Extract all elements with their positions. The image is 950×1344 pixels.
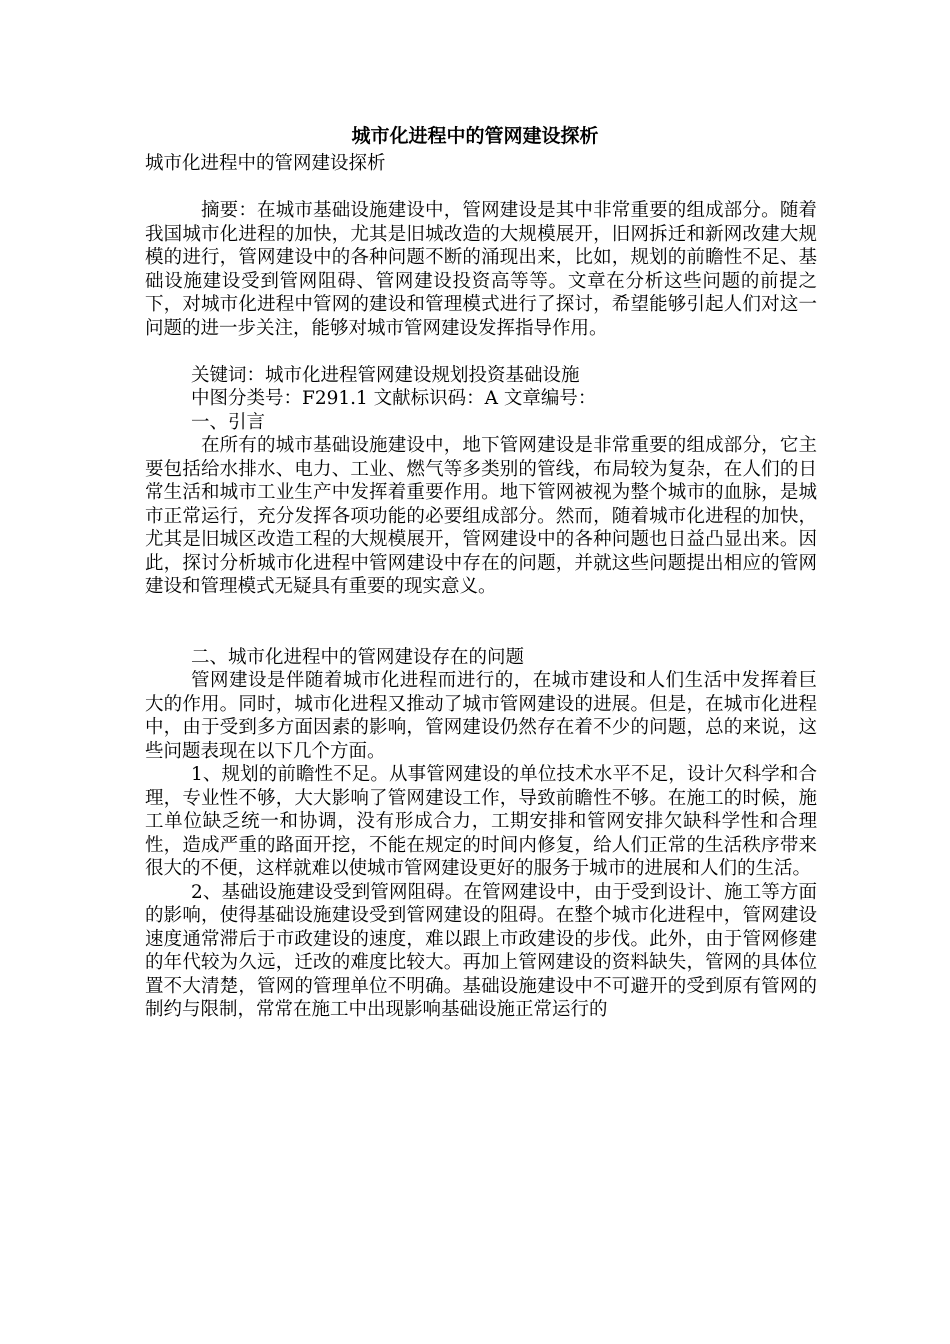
spacer: [145, 176, 817, 200]
classification-line: 中图分类号：F291.1 文献标识码：A 文章编号：: [191, 388, 597, 409]
introduction-paragraph: 在所有的城市基础设施建设中，地下管网建设是非常重要的组成部分，它主要包括给水排水、电力、工业、燃气等多类别的管线，布局较为复杂，在人们的日常生活和城市工业生产中发挥着重要作用。地下管网被视为整个城市的血脉，是城市正常运行，充分发挥各项功能的必要组成部分。然而，随着城市化进程的加快，尤其是旧城区改造工程的大规模展开，管网建设中的各种问题也日益凸显出来。因此，探讨分析城市化进程中管网建设中存在的问题，并就这些问题提出相应的管网建设和管理模式无疑具有重要的现实意义。: [145, 435, 817, 597]
keywords-line: 关键词：城市化进程管网建设规划投资基础设施: [191, 364, 580, 386]
problem-point-1: 1、规划的前瞻性不足。从事管网建设的单位技术水平不足，设计欠科学和合理，专业性不够，大大影响了管网建设工作，导致前瞻性不够。在施工的时候，施工单位缺乏统一和协调，没有形成合力，工期安排和管网安排欠缺科学性和合理性，造成严重的路面开挖，不能在规定的时间内修复，给人们正常的生活秩序带来很大的不便，这样就难以使城市管网建设更好的服务于城市的进展和人们的生活。: [145, 764, 817, 879]
section-heading-problems: 二、城市化进程中的管网建设存在的问题: [191, 646, 525, 668]
problem-point-2: 2、基础设施建设受到管网阻碍。在管网建设中，由于受到设计、施工等方面的影响，使得基础设施建设受到管网建设的阻碍。在整个城市化进程中，管网建设速度通常滞后于市政建设的速度，难以跟上市政建设的步伐。此外，由于管网修建的年代较为久远，迁改的难度比较大。再加上管网建设的资料缺失，管网的具体位置不大清楚，管网的管理单位不明确。基础设施建设中不可避开的受到原有管网的制约与限制，常常在施工中出现影响基础设施正常运行的: [145, 881, 817, 1020]
document-subtitle: 城市化进程中的管网建设探析: [145, 153, 386, 174]
problems-intro-paragraph: 管网建设是伴随着城市化进程而进行的，在城市建设和人们生活中发挥着巨大的作用。同时，城市化进程又推动了城市管网建设的进展。但是，在城市化进程中，由于受到多方面因素的影响，管网建设仍然存在着不少的问题，总的来说，这些问题表现在以下几个方面。: [145, 670, 817, 762]
abstract-paragraph: 摘要：在城市基础设施建设中，管网建设是其中非常重要的组成部分。随着我国城市化进程的加快，尤其是旧城改造的大规模展开，旧网拆迁和新网改建大规模的进行，管网建设中的各种问题不断的涌现出来，比如，规划的前瞻性不足、基础设施建设受到管网阻碍、管网建设投资高等等。文章在分析这些问题的前提之下，对城市化进程中管网的建设和管理模式进行了探讨，希望能够引起人们对这一问题的进一步关注，能够对城市管网建设发挥指导作用。: [145, 200, 817, 339]
document-title: 城市化进程中的管网建设探析: [351, 125, 599, 147]
document-body: [145, 152, 817, 1022]
spacer: [145, 599, 817, 646]
section-heading-introduction: 一、引言: [191, 411, 266, 433]
spacer: [145, 340, 817, 364]
